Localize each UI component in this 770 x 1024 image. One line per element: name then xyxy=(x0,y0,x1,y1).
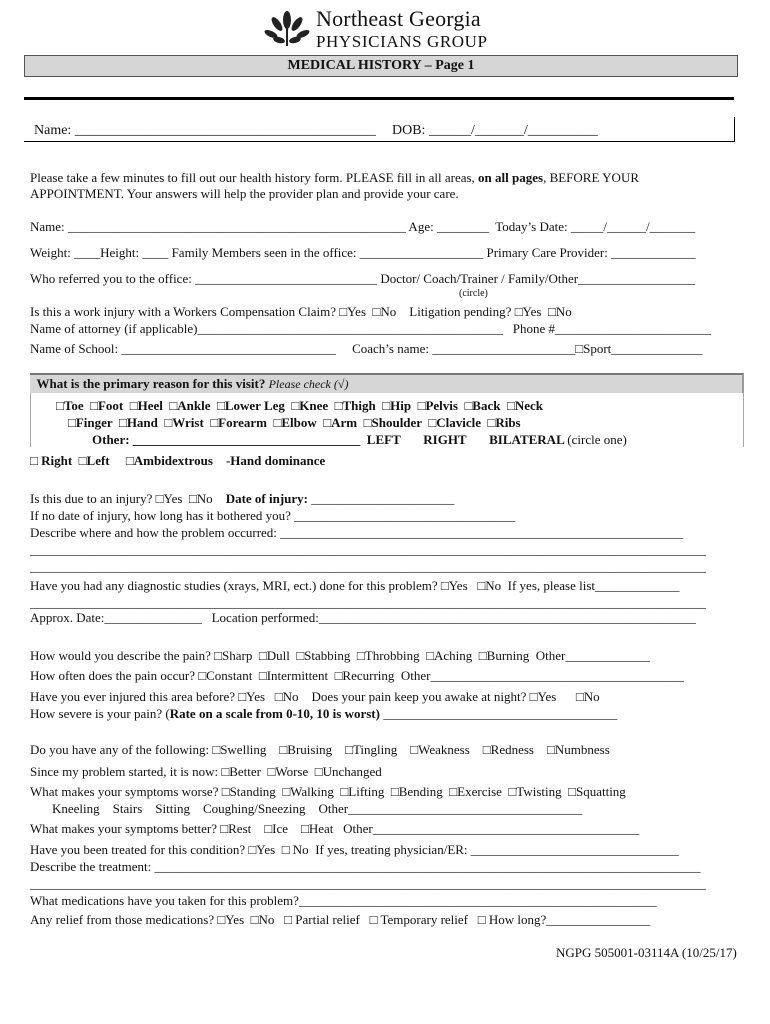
question-label: How often does the pain occur? xyxy=(30,668,199,683)
partial-relief-checkbox[interactable] xyxy=(284,912,292,927)
swelling-checkbox[interactable] xyxy=(212,742,220,757)
unchanged-checkbox[interactable] xyxy=(315,764,323,779)
ambidextrous-checkbox[interactable] xyxy=(126,453,134,468)
option-label: Hand xyxy=(126,415,158,430)
dob-field[interactable]: DOB: ______/_______/__________ xyxy=(392,123,598,138)
option-label: No xyxy=(258,912,275,927)
intro-line-2: APPOINTMENT. Your answers will help the provider plan and provide your care. xyxy=(30,186,459,201)
option-label: Lower Leg xyxy=(224,398,285,413)
option-label: Back xyxy=(472,398,501,413)
blank-line[interactable]: ________________________________________________________________________________________________________ xyxy=(30,595,706,610)
option-label: Rest xyxy=(228,821,252,836)
option-label: Foot xyxy=(97,398,124,413)
circle-note: (circle) xyxy=(459,288,488,299)
option-label: Sharp xyxy=(221,648,253,663)
option-label: Shoulder xyxy=(371,415,422,430)
body-part-row-1 xyxy=(56,398,543,414)
option-label: Exercise xyxy=(457,784,502,799)
constant-checkbox[interactable] xyxy=(198,668,206,683)
option-label: Clavicle xyxy=(436,415,481,430)
option-label: Twisting xyxy=(516,784,562,799)
workers-comp-row: Is this a work injury with a Workers Compensation Claim? □ Yes □ No Litigation pending? □ Yes □ No xyxy=(30,304,572,320)
page-title: MEDICAL HISTORY – Page 1 xyxy=(24,55,738,77)
stabbing-checkbox[interactable] xyxy=(296,648,304,663)
exercise-checkbox[interactable] xyxy=(449,784,457,799)
option-label: Bending xyxy=(398,784,443,799)
attorney-row[interactable]: Name of attorney (if applicable)_______________________________________________ Phone #________________________ xyxy=(30,321,711,336)
option-label: Recurring xyxy=(342,668,395,683)
aching-checkbox[interactable] xyxy=(426,648,434,663)
pain-frequency-row xyxy=(30,668,684,684)
option-label: Lifting xyxy=(348,784,385,799)
weight-height-row[interactable]: Weight: ____Height: ____ Family Members seen in the office: ___________________ Primary Care Provider: _____________ xyxy=(30,245,696,260)
option-label: Standing xyxy=(229,784,276,799)
standing-checkbox[interactable] xyxy=(222,784,230,799)
bending-checkbox[interactable] xyxy=(391,784,399,799)
pain-describe-row xyxy=(30,648,650,664)
option-label: Bruising xyxy=(287,742,333,757)
arm-checkbox[interactable] xyxy=(323,415,331,430)
intro-line-1: Please take a few minutes to fill out our health history form. PLEASE fill in all areas, on all pages, BEFORE YOUR xyxy=(30,170,640,185)
litigation-no-checkbox[interactable] xyxy=(548,304,556,319)
option-label: Wrist xyxy=(172,415,204,430)
question-label: Do you have any of the following: xyxy=(30,742,213,757)
numbness-checkbox[interactable] xyxy=(547,742,555,757)
option-label: Knee xyxy=(299,398,329,413)
option-label: Ankle xyxy=(177,398,211,413)
option-label: Weakness xyxy=(418,742,470,757)
option-label: Elbow xyxy=(281,415,317,430)
awake-no-checkbox[interactable] xyxy=(576,689,584,704)
treated-row: Have you been treated for this condition? □ Yes □ No If yes, treating physician/ER: ________________________________ xyxy=(30,842,679,858)
option-label: Swelling xyxy=(220,742,267,757)
heel-checkbox[interactable] xyxy=(130,398,138,413)
how-long-checkbox[interactable] xyxy=(478,912,486,927)
dull-checkbox[interactable] xyxy=(259,648,267,663)
question-label: Since my problem started, it is now: xyxy=(30,764,222,779)
diagnostic-question: Have you had any diagnostic studies (xrays, MRI, ect.) done for this problem? □ Yes □ No If yes, please list_____________ xyxy=(30,578,680,594)
option-label: Hip xyxy=(390,398,412,413)
option-label: Worse xyxy=(275,764,309,779)
symptoms-row xyxy=(30,742,610,758)
question-label: What makes your symptoms worse? xyxy=(30,784,222,799)
pain-severity-row[interactable]: How severe is your pain? (Rate on a scale from 0-10, 10 is worst) ____________________________________ xyxy=(30,706,618,721)
option-label: Heel xyxy=(137,398,163,413)
describe-problem[interactable]: Describe where and how the problem occurred: ______________________________________________________________ xyxy=(30,525,684,540)
question-label: Any relief from those medications? xyxy=(30,912,218,927)
body-part-row-2 xyxy=(68,415,521,431)
divider xyxy=(24,97,734,100)
heat-checkbox[interactable] xyxy=(301,821,309,836)
diagnostic-yes-checkbox[interactable] xyxy=(441,578,449,593)
lower-leg-checkbox[interactable] xyxy=(217,398,225,413)
injury-no-checkbox[interactable] xyxy=(189,491,197,506)
hand-dominance-row: □ Right □ Left □ Ambidextrous -Hand dominance xyxy=(30,453,325,469)
ice-checkbox[interactable] xyxy=(264,821,272,836)
tingling-checkbox[interactable] xyxy=(345,742,353,757)
foot-checkbox[interactable] xyxy=(90,398,98,413)
option-label: Throbbing xyxy=(364,648,420,663)
worse-more-row[interactable]: Kneeling Stairs Sitting Coughing/Sneezing Other____________________________________ xyxy=(52,801,583,816)
option-label: Yes xyxy=(225,912,245,927)
rest-checkbox[interactable] xyxy=(220,821,228,836)
option-label: Squatting xyxy=(575,784,626,799)
school-row[interactable]: Name of School: _________________________________ Coach’s name: ______________________□ Sport______________ xyxy=(30,341,702,357)
blank-line[interactable]: ________________________________________________________________________________________________________ xyxy=(30,876,706,891)
blank-line[interactable]: ________________________________________________________________________________________________________ xyxy=(30,559,706,574)
forearm-checkbox[interactable] xyxy=(210,415,218,430)
intermittent-checkbox[interactable] xyxy=(259,668,267,683)
prior-yes-checkbox[interactable] xyxy=(238,689,246,704)
referral-row[interactable]: Who referred you to the office: ____________________________ Doctor/ Coach/Trainer / Family/Other__________________ xyxy=(30,271,696,286)
duration-question[interactable]: If no date of injury, how long has it bothered you? __________________________________ xyxy=(30,508,516,523)
option-label: Ice xyxy=(272,821,288,836)
burning-checkbox[interactable] xyxy=(479,648,487,663)
option-label: Ribs xyxy=(495,415,521,430)
redness-checkbox[interactable] xyxy=(483,742,491,757)
option-label: Heat xyxy=(308,821,334,836)
relief-row xyxy=(30,912,650,928)
relief-no-checkbox[interactable] xyxy=(251,912,259,927)
prior-no-checkbox[interactable] xyxy=(275,689,283,704)
squatting-checkbox[interactable] xyxy=(568,784,576,799)
toe-checkbox[interactable] xyxy=(56,398,64,413)
other-field[interactable]: Other_______________________________________ xyxy=(400,668,685,683)
option-label: Intermittent xyxy=(266,668,329,683)
better-row xyxy=(30,821,639,837)
hip-checkbox[interactable] xyxy=(382,398,390,413)
other-field[interactable]: Other_________________________________________ xyxy=(343,821,640,836)
reason-header: What is the primary reason for this visit? Please check (√) xyxy=(30,373,744,393)
option-label: Toe xyxy=(63,398,84,413)
sport-checkbox[interactable] xyxy=(575,341,583,356)
prior-injury-row: Have you ever injured this area before? □ Yes □ No Does your pain keep you awake at night? □ Yes □ No xyxy=(30,689,600,705)
walking-checkbox[interactable] xyxy=(282,784,290,799)
other-field[interactable]: Other_____________ xyxy=(535,648,650,663)
left-checkbox[interactable] xyxy=(79,453,87,468)
option-label: Stabbing xyxy=(304,648,351,663)
option-label: Dull xyxy=(266,648,290,663)
option-label: Forearm xyxy=(218,415,268,430)
option-label: Finger xyxy=(75,415,113,430)
since-started-row xyxy=(30,764,382,780)
option-label: Better xyxy=(229,764,261,779)
injury-question: Is this due to an injury? □ Yes □ No Date of injury: ______________________ xyxy=(30,491,454,507)
hand-checkbox[interactable] xyxy=(119,415,127,430)
logo-leaf-icon xyxy=(262,6,312,50)
option-label: How long?________________ xyxy=(485,912,651,927)
option-label: Tingling xyxy=(352,742,398,757)
option-label: Constant xyxy=(206,668,253,683)
neck-checkbox[interactable] xyxy=(507,398,515,413)
option-label: Burning xyxy=(486,648,530,663)
litigation-yes-checkbox[interactable] xyxy=(515,304,523,319)
option-label: Neck xyxy=(514,398,543,413)
right-checkbox[interactable] xyxy=(30,453,38,468)
option-label: Redness xyxy=(490,742,534,757)
form-code: NGPG 505001-03114A (10/25/17) xyxy=(556,945,737,960)
injury-yes-checkbox[interactable] xyxy=(156,491,164,506)
sharp-checkbox[interactable] xyxy=(214,648,222,663)
other-side-row[interactable]: Other: ___________________________________ LEFT RIGHT BILATERAL (circle one) xyxy=(92,432,627,447)
option-label: Aching xyxy=(434,648,473,663)
approx-date-row[interactable]: Approx. Date:_______________ Location performed:__________________________________________________________ xyxy=(30,610,696,625)
option-label: Pelvis xyxy=(425,398,458,413)
treated-no-checkbox[interactable] xyxy=(282,842,290,857)
worse-row xyxy=(30,784,626,800)
option-label: Arm xyxy=(331,415,358,430)
weakness-checkbox[interactable] xyxy=(410,742,418,757)
shoulder-checkbox[interactable] xyxy=(364,415,372,430)
question-label: What makes your symptoms better? xyxy=(30,821,221,836)
describe-treatment[interactable]: Describe the treatment: ____________________________________________________________________________________ xyxy=(30,859,701,874)
option-label: Unchanged xyxy=(322,764,382,779)
name-field[interactable]: Name: ___________________________________________ xyxy=(34,123,376,138)
thigh-checkbox[interactable] xyxy=(335,398,343,413)
medications-row[interactable]: What medications have you taken for this problem?_______________________________________________________ xyxy=(30,893,657,908)
brand-subtitle: PHYSICIANS GROUP xyxy=(316,32,488,51)
option-label: Temporary relief xyxy=(377,912,468,927)
yes-checkbox[interactable] xyxy=(339,304,347,319)
option-label: Numbness xyxy=(554,742,610,757)
blank-line[interactable]: ________________________________________________________________________________________________________ xyxy=(30,542,706,557)
question-label: How would you describe the pain? xyxy=(30,648,215,663)
throbbing-checkbox[interactable] xyxy=(357,648,365,663)
patient-info-row[interactable]: Name: ____________________________________________________ Age: ________ Today’s Date: _____/______/_______ xyxy=(30,219,696,234)
brand-name: Northeast Georgia xyxy=(316,6,481,31)
option-label: Partial relief xyxy=(292,912,360,927)
option-label: Walking xyxy=(290,784,334,799)
option-label: Thigh xyxy=(342,398,376,413)
finger-checkbox[interactable] xyxy=(68,415,76,430)
